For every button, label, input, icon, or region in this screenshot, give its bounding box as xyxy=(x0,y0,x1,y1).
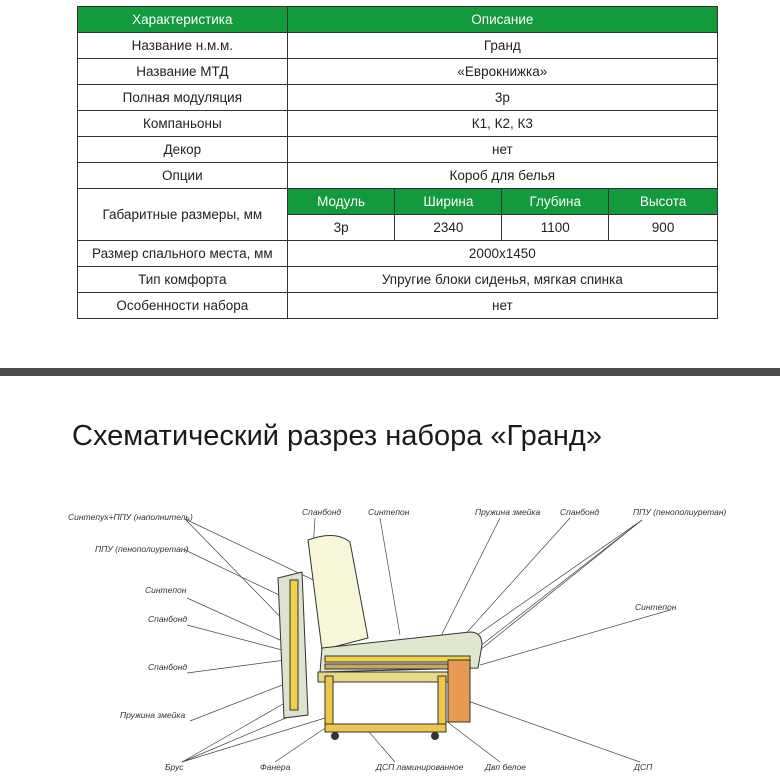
header-description: Описание xyxy=(287,7,717,33)
label-sintepon-right: Синтепон xyxy=(635,602,677,612)
sofa-cross-section-diagram xyxy=(50,500,750,780)
row-label: Тип комфорта xyxy=(78,267,288,293)
label-spanbond-top-1: Спанбонд xyxy=(302,507,342,517)
row-label: Габаритные размеры, мм xyxy=(78,189,288,241)
dim-value-width: 2340 xyxy=(395,215,502,241)
table-row xyxy=(78,111,718,137)
dim-value-module: 3р xyxy=(287,215,395,241)
label-fanera: Фанера xyxy=(260,762,291,772)
row-label: Название н.м.м. xyxy=(78,33,288,59)
row-label: Опции xyxy=(78,163,288,189)
table-row xyxy=(78,85,718,111)
row-value: Упругие блоки сиденья, мягкая спинка xyxy=(287,267,717,293)
label-sintepon-left: Синтепон xyxy=(145,585,187,595)
row-value: «Еврокнижка» xyxy=(287,59,717,85)
table-row xyxy=(78,59,718,85)
table-row xyxy=(78,293,718,319)
table-row xyxy=(78,267,718,293)
section-title: Схематический разрез набора «Гранд» xyxy=(72,420,602,452)
label-ppu-top: ППУ (пенополиуретан) xyxy=(633,507,727,517)
row-value: Короб для белья xyxy=(287,163,717,189)
table-row xyxy=(78,163,718,189)
characteristics-table xyxy=(77,6,718,319)
label-brus: Брус xyxy=(165,762,184,772)
label-spring-top: Пружина змейка xyxy=(475,507,541,517)
table-header-row xyxy=(78,7,718,33)
dim-header-height: Высота xyxy=(609,189,718,215)
label-sinteppuh-ppu: Синтепух+ППУ (наполнитель) xyxy=(68,512,193,522)
row-value: нет xyxy=(287,137,717,163)
label-dvp-white: Двп белое xyxy=(485,762,526,772)
dim-value-depth: 1100 xyxy=(502,215,609,241)
label-dsp: ДСП xyxy=(634,762,653,772)
dim-header-module: Модуль xyxy=(287,189,395,215)
label-sintepon-top: Синтепон xyxy=(368,507,410,517)
row-label: Компаньоны xyxy=(78,111,288,137)
row-label: Размер спального места, мм xyxy=(78,241,288,267)
row-label: Полная модуляция xyxy=(78,85,288,111)
table-row xyxy=(78,33,718,59)
section-divider xyxy=(0,368,780,376)
dim-header-depth: Глубина xyxy=(502,189,609,215)
row-label: Название МТД xyxy=(78,59,288,85)
label-dsp-laminated: ДСП ламинированное xyxy=(376,762,464,772)
table-row xyxy=(78,241,718,267)
row-value: К1, К2, К3 xyxy=(287,111,717,137)
row-value: нет xyxy=(287,293,717,319)
dim-header-width: Ширина xyxy=(395,189,502,215)
label-spanbond-left-1: Спанбонд xyxy=(148,614,188,624)
sofa-shape xyxy=(278,535,482,739)
dim-value-height: 900 xyxy=(609,215,718,241)
header-characteristic: Характеристика xyxy=(78,7,288,33)
row-label: Декор xyxy=(78,137,288,163)
row-label: Особенности набора xyxy=(78,293,288,319)
label-spanbond-top-2: Спанбонд xyxy=(560,507,600,517)
row-value: 2000х1450 xyxy=(287,241,717,267)
row-value: Гранд xyxy=(287,33,717,59)
label-spring-left: Пружина змейка xyxy=(120,710,186,720)
label-spanbond-left-2: Спанбонд xyxy=(148,662,188,672)
row-value: 3р xyxy=(287,85,717,111)
dimensions-header-row xyxy=(78,189,718,215)
label-ppu-left: ППУ (пенополиуретан) xyxy=(95,544,189,554)
table-row xyxy=(78,137,718,163)
